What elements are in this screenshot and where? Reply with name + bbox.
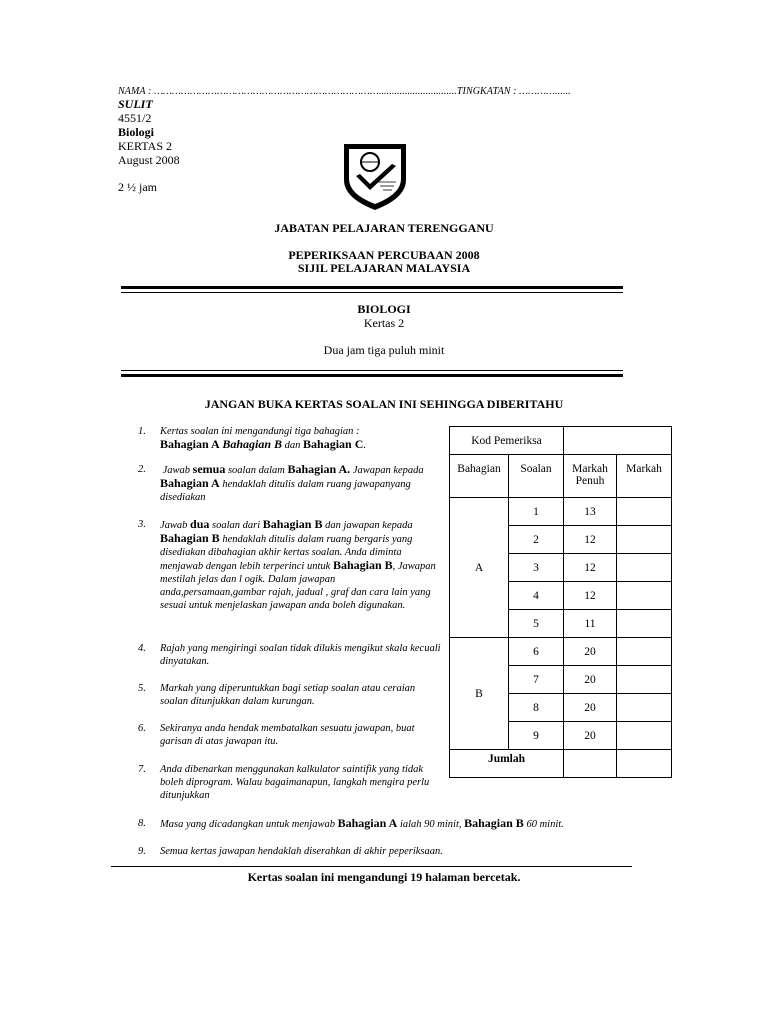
instruction-8: 8. Masa yang dicadangkan untuk menjawab Bahagian A ialah 90 minit, Bahagian B 60 minit. (138, 816, 564, 830)
instruction-9: 9. Semua kertas jawapan hendaklah diserahkan di akhir peperiksaan. (138, 846, 443, 857)
crest-logo-icon (340, 140, 410, 212)
instruction-3: 3. Jawab dua soalan dari Bahagian B dan jawapan kepada Bahagian B hendaklah ditulis dalam ruang bergaris yang disediakan dibahagian akhir kertas soalan. Anda diminta menjawab dengan lebih terperinci untuk Bahagian B, Jawapan mestilah jelas dan l ogik. Dalam jawapan anda,persamaan,gambar rajah, jadual , graf dan cara lain yang sesuai untuk menjelaskan jawapan anda boleh digunakan. (138, 517, 436, 611)
footer-divider (111, 866, 632, 867)
paper-number: KERTAS 2 (118, 139, 172, 153)
instruction-5: 5. Markah yang diperuntukkan bagi setiap soalan atau ceraian soalan ditunjukkan dalam kurungan. (138, 683, 416, 707)
table-row-penuh: 20 (564, 694, 617, 722)
paper-name: Kertas 2 (363, 316, 405, 330)
divider-top-thick (121, 286, 623, 289)
table-row-penuh: 12 (564, 526, 617, 554)
instruction-6: 6. Sekiranya anda hendak membatalkan sesuatu jawapan, buat garisan di atas jawapan itu. (138, 723, 415, 747)
markah-input[interactable] (617, 722, 672, 750)
table-row-penuh: 12 (564, 582, 617, 610)
sulit-label: SULIT (118, 97, 153, 111)
table-row-soalan: 5 (509, 610, 564, 638)
divider-top-thin (121, 292, 623, 293)
instruction-1: 1. Kertas soalan ini mengandungi tiga bahagian : Bahagian A Bahagian B dan Bahagian C. (138, 426, 367, 451)
warning-title: JANGAN BUKA KERTAS SOALAN INI SEHINGGA DIBERITAHU (204, 397, 564, 411)
markah-input[interactable] (617, 638, 672, 666)
markah-input[interactable] (617, 610, 672, 638)
table-row-soalan: 6 (509, 638, 564, 666)
exam-date: August 2008 (118, 153, 180, 167)
kod-pemeriksa-field[interactable] (564, 427, 672, 455)
table-row-soalan: 4 (509, 582, 564, 610)
footer-page-count: Kertas soalan ini mengandungi 19 halaman bercetak. (247, 870, 521, 884)
table-row-penuh: 20 (564, 722, 617, 750)
table-row-penuh: 13 (564, 498, 617, 526)
subject-name: Biologi (118, 125, 155, 139)
divider-bottom-thin (121, 370, 623, 371)
jumlah-penuh-cell (564, 750, 617, 778)
subject-upper-title: BIOLOGI (357, 302, 411, 316)
table-row-penuh: 20 (564, 638, 617, 666)
exam-duration: 2 ½ jam (118, 180, 157, 194)
exam-title: PEPERIKSAAN PERCUBAAN 2008 (288, 248, 480, 262)
markah-input[interactable] (617, 526, 672, 554)
markah-input[interactable] (617, 582, 672, 610)
table-row-soalan: 1 (509, 498, 564, 526)
certificate-title: SIJIL PELAJARAN MALAYSIA (297, 261, 471, 275)
table-row-penuh: 11 (564, 610, 617, 638)
table-row-penuh: 20 (564, 666, 617, 694)
markah-input[interactable] (617, 554, 672, 582)
kod-pemeriksa-label: Kod Pemeriksa (450, 427, 564, 455)
nama-tingkatan-line: NAMA : …………………………………………………………………..............................TINGKATAN : …………...... (118, 86, 571, 97)
department-title: JABATAN PELAJARAN TERENGGANU (274, 221, 494, 235)
instruction-7: 7. Anda dibenarkan menggunakan kalkulator saintifik yang tidak boleh diprogram. Walau bagaimanapun, langkah mengira perlu ditunjukkan (138, 764, 430, 801)
duration-text: Dua jam tiga puluh minit (323, 343, 445, 357)
markah-input[interactable] (617, 666, 672, 694)
examiner-marks-table (449, 426, 672, 778)
divider-bottom-thick (121, 374, 623, 377)
instruction-4: 4. Rajah yang mengiringi soalan tidak dilukis mengikut skala kecuali dinyatakan. (138, 643, 441, 667)
section-b-label: B (450, 638, 509, 750)
jumlah-input[interactable] (617, 750, 672, 778)
instruction-2: 2. Jawab semua soalan dalam Bahagian A. Jawapan kepada Bahagian A hendaklah ditulis dalam ruang jawapanyang disediakan (138, 462, 424, 503)
table-row-soalan: 2 (509, 526, 564, 554)
table-row-penuh: 12 (564, 554, 617, 582)
paper-code: 4551/2 (118, 111, 152, 125)
header-bahagian: Bahagian (450, 455, 509, 498)
table-row-soalan: 9 (509, 722, 564, 750)
markah-input[interactable] (617, 694, 672, 722)
header-markah: Markah (617, 455, 672, 498)
section-a-label: A (450, 498, 509, 638)
header-markah-penuh: Markah Penuh (564, 455, 617, 498)
markah-input[interactable] (617, 498, 672, 526)
table-row-soalan: 7 (509, 666, 564, 694)
table-row-soalan: 8 (509, 694, 564, 722)
jumlah-label: Jumlah (450, 750, 564, 778)
table-row-soalan: 3 (509, 554, 564, 582)
header-soalan: Soalan (509, 455, 564, 498)
